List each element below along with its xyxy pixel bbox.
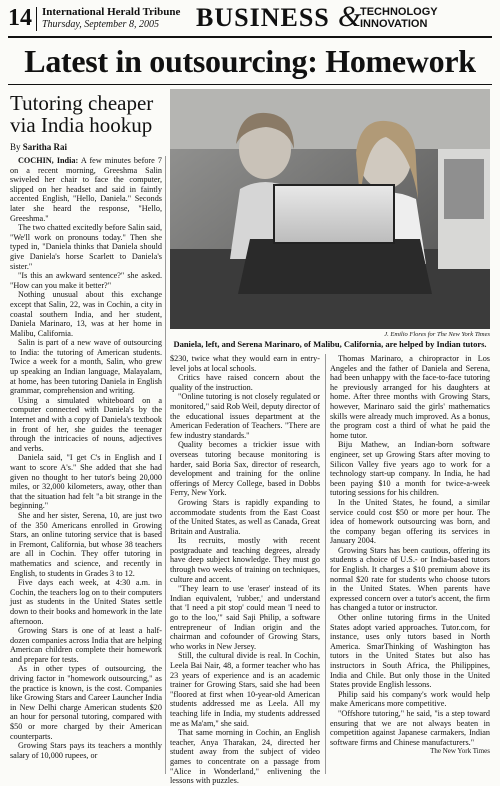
article-paragraph: $230, twice what they would earn in entry-level jobs at local schools.	[170, 354, 320, 373]
section-title: BUSINESS	[196, 3, 330, 32]
article-column-3	[330, 354, 490, 774]
article-paragraph: The two chatted excitedly before Salin said, "We'll work on pronouns today." Then she typed in, "Daniela thinks that Daniela should give Daniela's horse Scarlett to Daniela's sister."	[10, 223, 162, 271]
article-column-1	[10, 156, 162, 774]
article-paragraph: Critics have raised concern about the quality of the instruction.	[170, 373, 320, 392]
article-paragraph: "Offshore tutoring," he said, "is a step toward ensuring that we are not always beaten in competition against Japanese carmakers, Indian software firms and Chinese manufacturers."	[330, 708, 490, 747]
article-paragraph: "They learn to use 'eraser' instead of its Indian equivalent, 'rubber,' and understand that 'I need a pit stop' could mean 'I need to go to the loo,'" said Saji Philip, a software entrepreneur of Indian origin and the chairman and cofounder of Growing Stars, who works in New Jersey.	[170, 584, 320, 651]
masthead-divider	[36, 7, 37, 31]
paper-name: International Herald Tribune	[42, 6, 181, 18]
article-paragraph: Its recruits, mostly with recent postgraduate and teaching degrees, already have deep subject knowledge. They must go through two weeks of training on techniques, culture and accent.	[170, 536, 320, 584]
issue-date: Thursday, September 8, 2005	[42, 19, 159, 30]
masthead-rule	[8, 36, 492, 38]
article-paragraph: As in other types of outsourcing, the driving factor in "homework outsourcing," as the practice is known, is the cost. Companies like Growing Stars and Career Launcher India in New Delhi charge American students $20 an hour for personal tutoring, compared with $50 or more charged by their American counterparts.	[10, 664, 162, 741]
headline-rule	[8, 84, 492, 85]
article-paragraph: Five days each week, at 4:30 a.m. in Cochin, the teachers log on to their computers just as students in the United States settle down to their books and homework in the late afternoon.	[10, 578, 162, 626]
column-divider-2	[325, 354, 326, 774]
section-ampersand: &	[338, 0, 362, 33]
photo-credit: J. Emilio Flores for The New York Times	[384, 331, 490, 338]
article-paragraph: "Online tutoring is not closely regulated or monitored," said Rob Weil, deputy director of the educational issues department at the American Federation of Teachers. "There are few industry standards."	[170, 392, 320, 440]
article-paragraph: Other online tutoring firms in the United States adopt varied approaches. Tutor.com, for instance, uses only tutors based in North America. SmarThinking of Washington has tutors in the United States but also has instructors in South Africa, the Philippines, India and Chile. But only those in the United States provide English lessons.	[330, 613, 490, 690]
article-paragraph: Growing Stars is rapidly expanding to accommodate students from the East Coast of the United States, as well as Canada, Great Britain and Australia.	[170, 497, 320, 536]
photo-illustration	[170, 89, 490, 329]
article-paragraph: Quality becomes a trickier issue with overseas tutoring because monitoring is harder, said Boria Sax, director of research, development and training for the online offerings of Mercy College, based in Dobbs Ferry, New York.	[170, 440, 320, 498]
article-paragraph: Growing Stars has been cautious, offering its students a choice of U.S.- or India-based tutors for English. It charges a $10 premium above its normal $20 rate for students who choose tutors in the United States. When parents have expressed concern over a tutor's accent, the firm has changed a tutor or instructor.	[330, 545, 490, 613]
article-paragraph: She and her sister, Serena, 10, are just two of the 350 Americans enrolled in Growing Stars, an online tutoring service that is based in Fremont, California, but whose 38 teachers are all in Cochin. They offer tutoring in mathematics and science, and recently in English, to students in Grades 3 to 12.	[10, 510, 162, 578]
article-paragraph: Biju Mathew, an Indian-born software engineer, set up Growing Stars after moving to Silicon Valley five years ago to work for a technology start-up company. In India, he had been paying $10 a month for twice-a-week tutoring sessions for his children.	[330, 440, 490, 498]
byline-author: Saritha Rai	[22, 142, 68, 152]
article-paragraph: Philip said his company's work would help make Americans more competitive.	[330, 689, 490, 709]
article-paragraph: COCHIN, India: A few minutes before 7 on a recent morning, Greeshma Salin swiveled her chair to face the computer, slipped on her headset and said in faintly accented English, "Hello, Daniela." Seconds later she heard the response, "Hello, Greeshma."	[10, 156, 162, 223]
article-paragraph: Thomas Marinaro, a chiropractor in Los Angeles and the father of Daniela and Serena, had been unhappy with the face-to-face tutoring he previously arranged for his daughters at home. After three months with Growing Stars, however, Marinaro said the girls' mathematics skills were already much improved. As a bonus, the program cost a third of what he paid the home tutor.	[330, 354, 490, 440]
subsection-line-2: INNOVATION	[360, 18, 428, 30]
article-paragraph: Daniela said, "I get C's in English and I want to score A's." She added that she had given no thought to her tutor's being 20,000 miles, or 32,000 kilometers, away, other than that the situation had felt "a bit strange in the beginning."	[10, 453, 162, 511]
article-paragraph: Still, the cultural divide is real. In Cochin, Leela Bai Nair, 48, a former teacher who has 23 years of experience and is an academic trainer for Growing Stars, said she had been "floored at first when 10-year-old American students addressed me as Leela. All my teaching life in India, my students addressed me as Ma'am," she said.	[170, 651, 320, 728]
byline-prefix: By	[10, 142, 21, 152]
article-paragraph: Growing Stars is one of at least a half-dozen companies across India that are helping American children complete their homework and prepare for tests.	[10, 626, 162, 664]
article-paragraph: That same morning in Cochin, an English teacher, Anya Tharakan, 24, directed her student away from the subject of video games to concentrate on a passage from "Alice in Wonderland," enlivening the lessons with puzzles.	[170, 728, 320, 786]
page-number: 14	[8, 5, 32, 31]
column-divider-1	[165, 156, 166, 774]
article-paragraph: Salin is part of a new wave of outsourcing to India: the tutoring of American students. Twice a week for a month, Salin, who grew up speaking an Indian language, Malayalam, at home, has been tutoring Daniela in English grammar, comprehension and writing.	[10, 338, 162, 396]
article-paragraph: Growing Stars pays its teachers a monthly salary of 10,000 rupees, or	[10, 741, 162, 760]
article-photo	[170, 89, 490, 329]
subsection-line-1: TECHNOLOGY	[360, 6, 438, 18]
headline: Latest in outsourcing: Homework	[24, 43, 476, 79]
kicker: Tutoring cheaper via India hookup	[10, 91, 154, 137]
photo-caption: Daniela, left, and Serena Marinaro, of Malibu, California, are helped by Indian tutors.	[173, 339, 487, 349]
byline	[10, 142, 67, 152]
article-column-2	[170, 354, 320, 786]
article-paragraph: Using a simulated whiteboard on a computer connected with Daniela's by the Internet and with a copy of Daniela's textbook in front of her, she guides the teenager through the intricacies of nouns, adjectives and verbs.	[10, 395, 162, 453]
masthead	[8, 0, 492, 34]
article-paragraph: "Is this an awkward sentence?" she asked. "How can you make it better?"	[10, 271, 162, 290]
signoff: The New York Times	[430, 747, 490, 756]
article-paragraph: Nothing unusual about this exchange except that Salin, 22, was in Cochin, a city in coastal southern India, and her student, Daniela Marinaro, 13, was at her home in Malibu, California.	[10, 290, 162, 338]
article-paragraph: In the United States, he found, a similar service could cost $50 or more per hour. The idea of homework outsourcing was born, and the company began offering its services in January 2004.	[330, 497, 490, 546]
dateline: COCHIN, India:	[18, 156, 79, 165]
subsection-title	[360, 6, 438, 30]
